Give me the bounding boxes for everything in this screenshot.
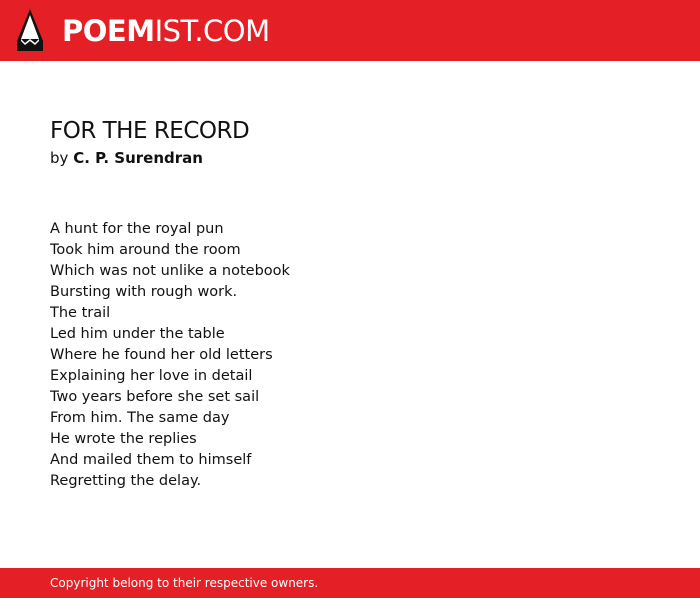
poem-line: Bursting with rough work. <box>50 284 238 300</box>
poem-line: The trail <box>50 305 111 321</box>
site-footer <box>0 568 700 598</box>
poem-byline <box>50 149 203 167</box>
poem-line: Which was not unlike a notebook <box>50 263 290 279</box>
poem-title: FOR THE RECORD <box>50 118 250 144</box>
poem-line: A hunt for the royal pun <box>50 221 224 237</box>
brand-light-text: IST.COM <box>154 14 270 48</box>
poem-line: From him. The same day <box>50 410 230 426</box>
poem-line: Two years before she set sail <box>50 389 260 405</box>
poem-line: And mailed them to himself <box>50 452 252 468</box>
poem-line: Regretting the delay. <box>50 473 202 489</box>
copyright-text: Copyright belong to their respective owners. <box>50 576 319 590</box>
poem-author: C. P. Surendran <box>73 149 203 167</box>
byline-prefix: by <box>50 149 69 167</box>
poem-line: Took him around the room <box>50 242 241 258</box>
poem-line: He wrote the replies <box>50 431 197 447</box>
poem-line: Where he found her old letters <box>50 347 273 363</box>
poem-line: Led him under the table <box>50 326 225 342</box>
site-header <box>0 0 700 61</box>
poem-body <box>50 219 290 492</box>
poem-line: Explaining her love in detail <box>50 368 253 384</box>
pencil-tip-icon <box>17 9 43 51</box>
brand-bold-text: POEM <box>62 14 155 48</box>
site-logo-text[interactable] <box>62 13 270 49</box>
